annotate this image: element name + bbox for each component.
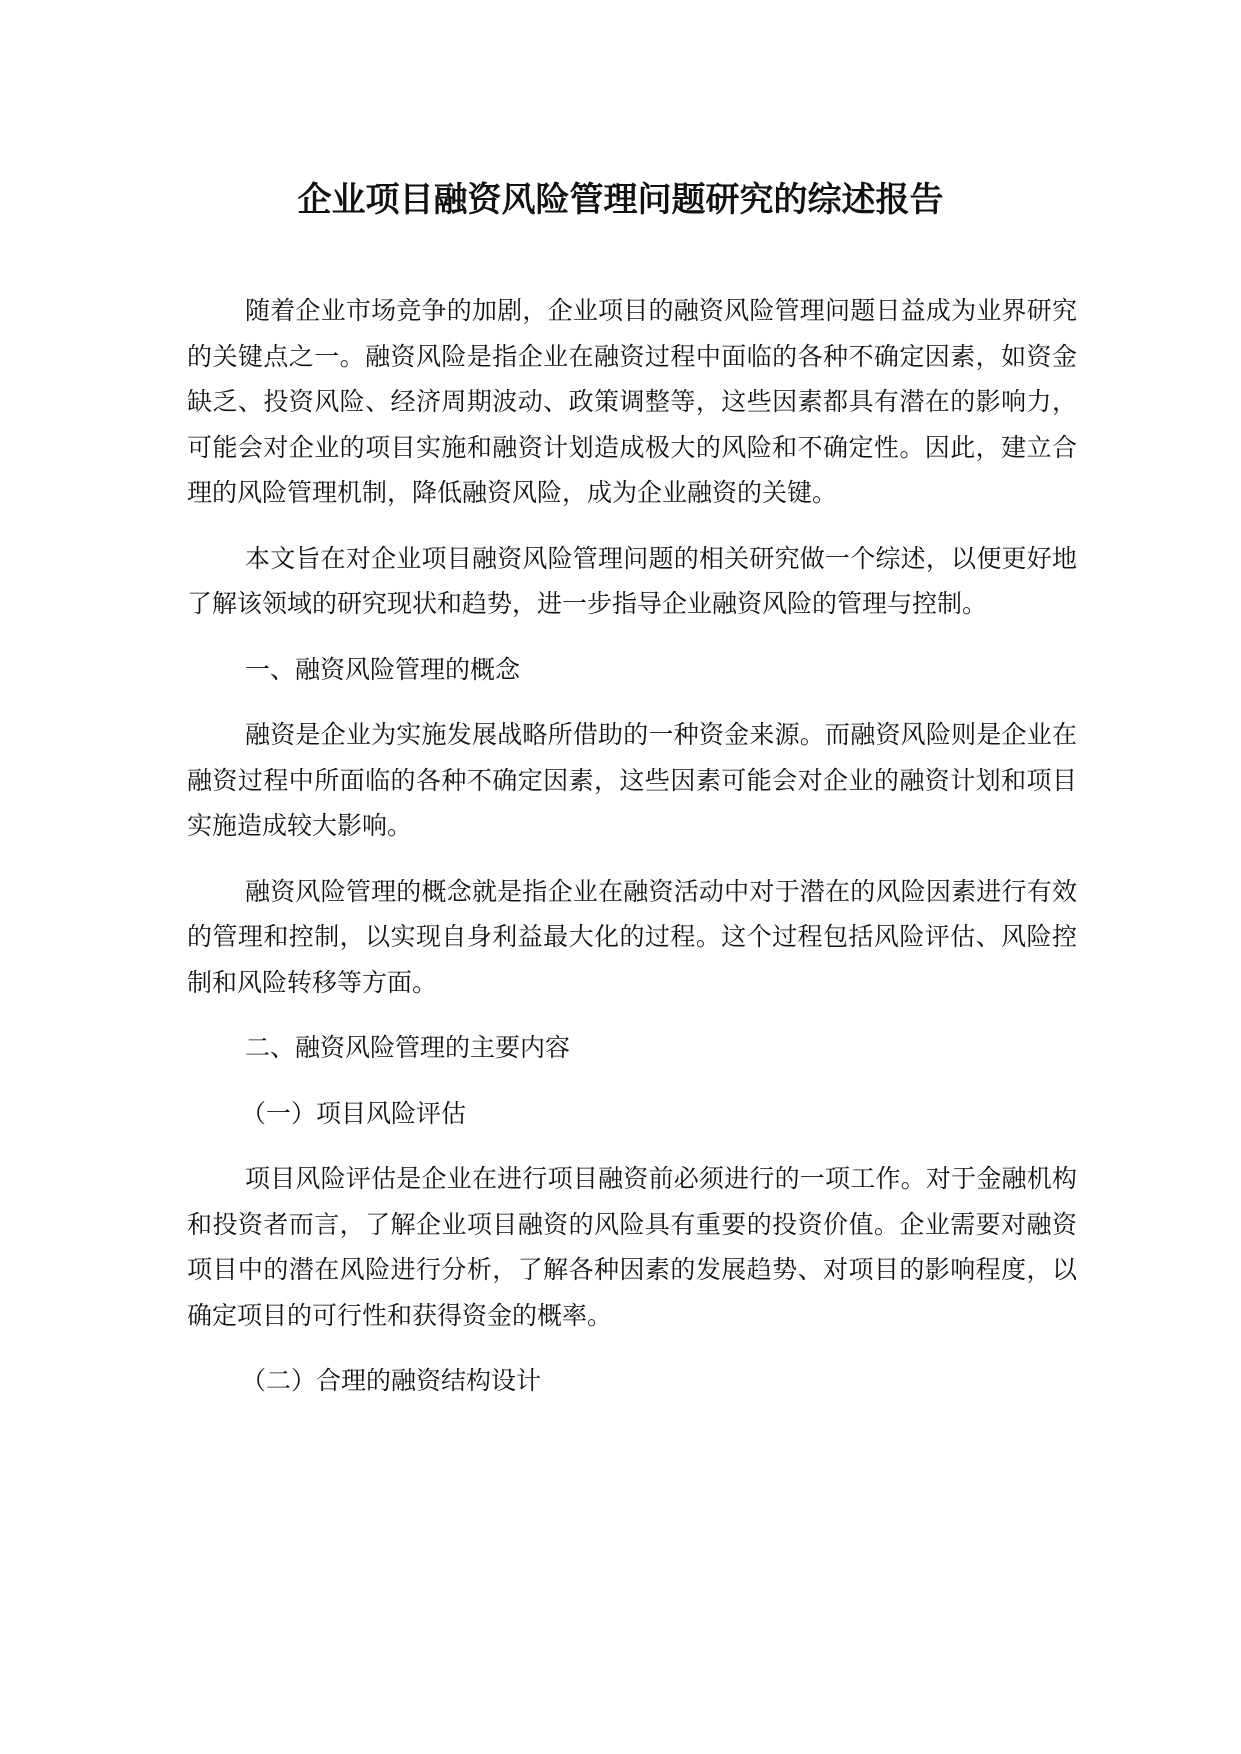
- document-body: [187, 288, 1077, 1424]
- section-heading-1: 一、融资风险管理的概念: [245, 654, 521, 684]
- section1-paragraph-2: 融资风险管理的概念就是指企业在融资活动中对于潜在的风险因素进行有效的管理和控制，以实现自身利益最大化的过程。这个过程包括风险评估、风险控制和风险转移等方面。: [187, 876, 1077, 997]
- subsection-heading-1: （一）项目风险评估: [241, 1098, 467, 1128]
- intro-paragraph-2: 本文旨在对企业项目融资风险管理问题的相关研究做一个综述，以便更好地了解该领域的研究现状和趋势，进一步指导企业融资风险的管理与控制。: [187, 543, 1077, 618]
- document-title: 企业项目融资风险管理问题研究的综述报告: [297, 180, 944, 220]
- section-heading-2: 二、融资风险管理的主要内容: [245, 1033, 571, 1062]
- subsection-heading-2: （二）合理的融资结构设计: [241, 1366, 542, 1395]
- section1-paragraph-1: 融资是企业为实施发展战略所借助的一种资金来源。而融资风险则是企业在融资过程中所面临的各种不确定因素，这些因素可能会对企业的融资计划和项目实施造成较大影响。: [187, 720, 1077, 840]
- subsection1-paragraph: 项目风险评估是企业在进行项目融资前必须进行的一项工作。对于金融机构和投资者而言，了解企业项目融资的风险具有重要的投资价值。企业需要对融资项目中的潜在风险进行分析，了解各种因素的发展趋势、对项目的影响程度，以确定项目的可行性和获得资金的概率。: [187, 1164, 1077, 1330]
- intro-paragraph-1: 随着企业市场竞争的加剧，企业项目的融资风险管理问题日益成为业界研究的关键点之一。融资风险是指企业在融资过程中面临的各种不确定因素，如资金缺乏、投资风险、经济周期波动、政策调整等，这些因素都具有潜在的影响力，可能会对企业的项目实施和融资计划造成极大的风险和不确定性。因此，建立合理的风险管理机制，降低融资风险，成为企业融资的关键。: [187, 296, 1077, 507]
